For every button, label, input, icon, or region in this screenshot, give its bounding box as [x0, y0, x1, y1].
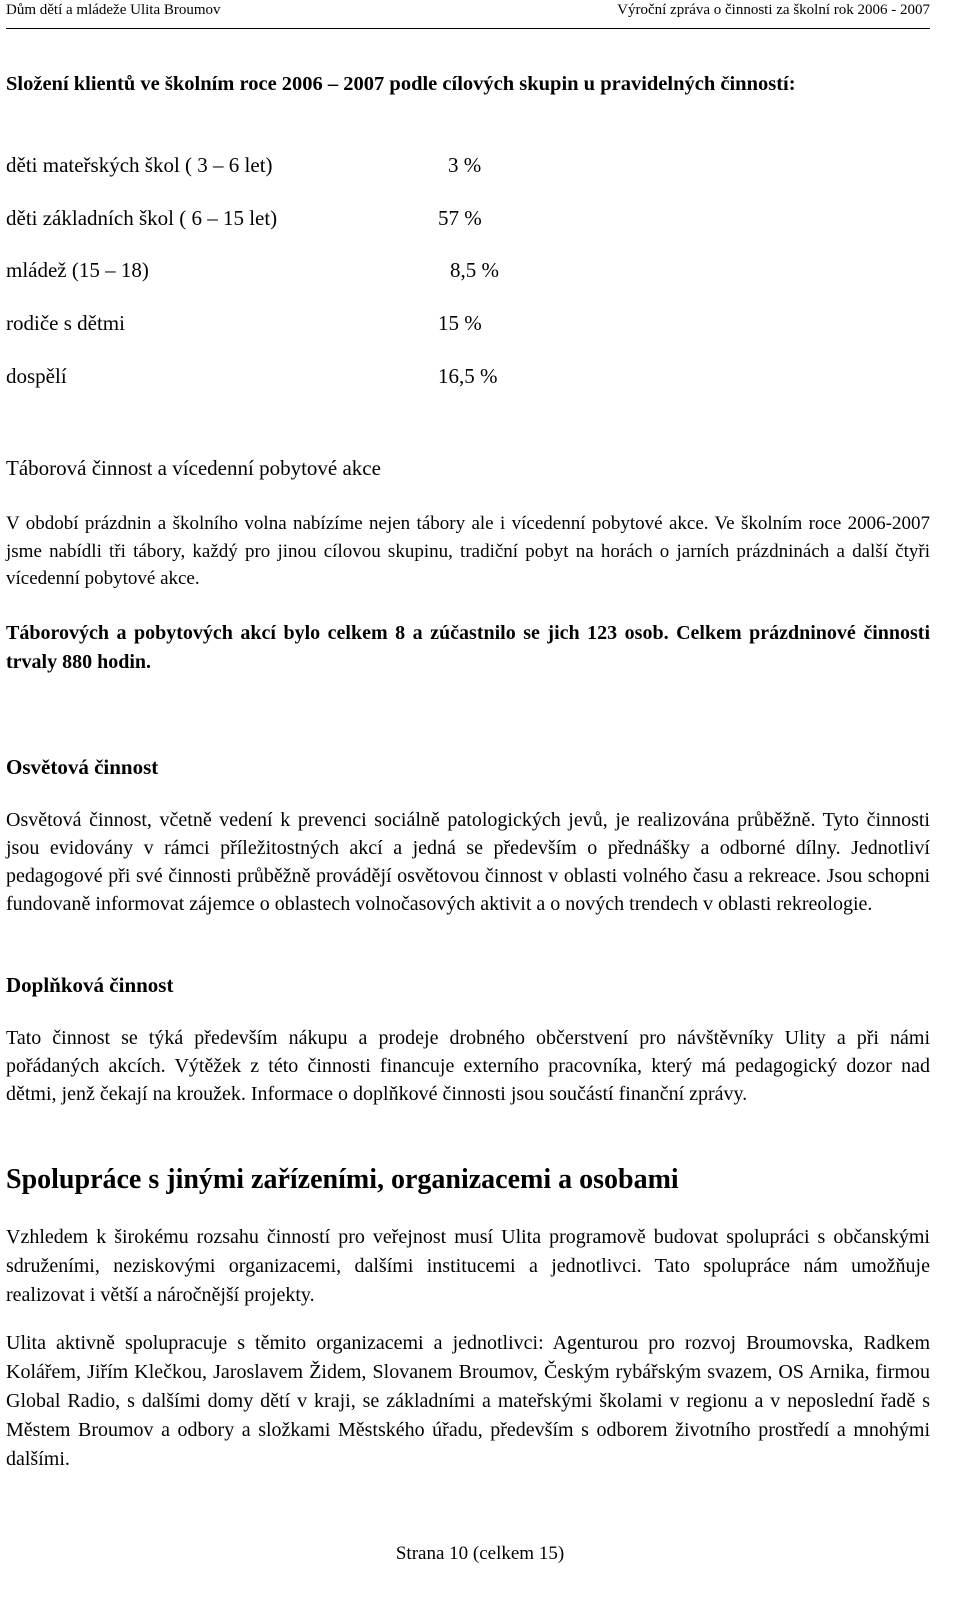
composition-row-label: děti základních škol ( 6 – 15 let) — [6, 206, 278, 230]
header-report-title: Výroční zpráva o činnosti za školní rok 2006 - 2007 — [617, 2, 930, 18]
page-header — [6, 0, 930, 29]
composition-row-label: dospělí — [6, 364, 67, 388]
cooperation-paragraph-2: Ulita aktivně spolupracuje s těmito organizacemi a jednotlivci: Agenturou pro rozvoj Broumovska, Radkem Kolářem, Jiřím Klečkou, Jaroslavem Židem, Slovanem Broumov, Českým rybářským svazem, OS Arnika, firmou Global Radio, s dalšími domy dětí v kraji, se základními a mateřskými školami v regionu a v neposlední řadě s Městem Broumov a odbory a složkami Městského úřadu, především s odborem životního prostředí a mnohými dalšími. — [6, 1332, 930, 1470]
education-heading: Osvětová činnost — [6, 755, 159, 779]
cooperation-paragraph-1: Vzhledem k širokému rozsahu činností pro veřejnost musí Ulita programově budovat spolupráci s občanskými sdruženími, neziskovými organizacemi, dalšími institucemi a jednotlivci. Tato spolupráce nám umožňuje realizovat i větší a náročnější projekty. — [6, 1226, 930, 1306]
composition-row-value: 16,5 % — [438, 364, 498, 388]
composition-row-value: 8,5 % — [450, 258, 499, 282]
cooperation-heading: Spolupráce s jinými zařízeními, organizacemi a osobami — [6, 1164, 679, 1195]
composition-row-label: rodiče s dětmi — [6, 311, 125, 335]
supplementary-heading: Doplňková činnost — [6, 973, 174, 997]
composition-heading: Složení klientů ve školním roce 2006 – 2007 podle cílových skupin u pravidelných činností: — [6, 73, 796, 95]
camps-paragraph: V období prázdnin a školního volna nabízíme nejen tábory ale i vícedenní pobytové akce. Ve školním roce 2006-2007 jsme nabídli tři tábory, každý pro jinou cílovou skupinu, tradiční pobyt na horách o jarních prázdninách a další čtyři vícedenní pobytové akce. — [6, 513, 930, 589]
composition-row-value: 57 % — [438, 206, 482, 230]
composition-row-value: 15 % — [438, 311, 482, 335]
supplementary-paragraph: Tato činnost se týká především nákupu a prodeje drobného občerstvení pro návštěvníky Ulity a při námi pořádaných akcích. Výtěžek z této činnosti financuje externího pracovníka, který má pedagogický dozor nad dětmi, jenž čekají na kroužek. Informace o doplňkové činnosti jsou součástí finanční zprávy. — [6, 1027, 930, 1105]
camps-heading: Táborová činnost a vícedenní pobytové akce — [6, 456, 381, 480]
page-number: Strana 10 (celkem 15) — [395, 1543, 565, 1564]
composition-row-label: mládež (15 – 18) — [6, 258, 149, 282]
education-paragraph: Osvětová činnost, včetně vedení k prevenci sociálně patologických jevů, je realizována průběžně. Tyto činnosti jsou evidovány v rámci příležitostných akcí a jedná se především o přednášky a odborné dílny. Jednotliví pedagogové při své činnosti průběžně provádějí osvětovou činnost v oblasti volného času a rekreace. Jsou schopni fundovaně informovat zájemce o oblastech volnočasových aktivit a o nových trendech v oblasti rekreologie. — [6, 809, 930, 915]
camps-summary: Táborových a pobytových akcí bylo celkem 8 a zúčastnilo se jich 123 osob. Celkem prázdninové činnosti trvaly 880 hodin. — [6, 622, 930, 673]
composition-row-label: děti mateřských škol ( 3 – 6 let) — [6, 153, 273, 177]
composition-row-value: 3 % — [448, 153, 482, 177]
header-organization: Dům dětí a mládeže Ulita Broumov — [6, 2, 221, 18]
